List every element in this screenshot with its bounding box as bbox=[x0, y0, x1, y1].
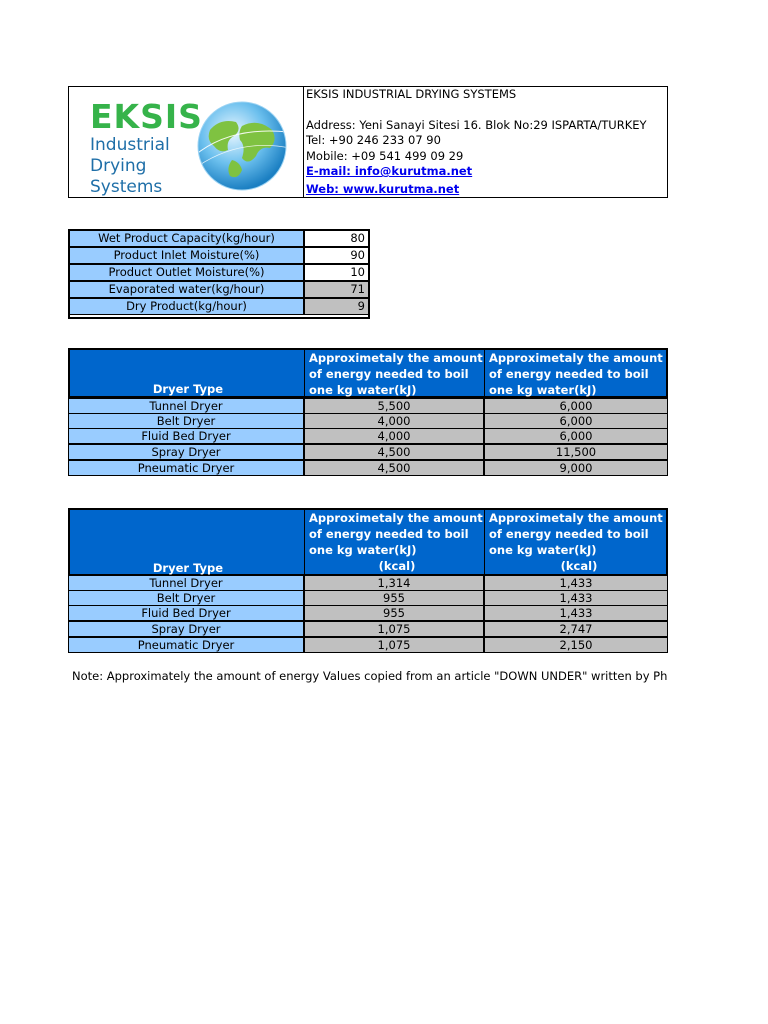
table-header bbox=[68, 508, 668, 576]
energy-value-cell: 4,000 bbox=[304, 428, 484, 444]
input-row bbox=[69, 264, 369, 281]
web-link[interactable]: Web: www.kurutma.net bbox=[306, 182, 460, 196]
logo-line-systems: Systems bbox=[90, 177, 163, 197]
energy-value-cell: 1,433 bbox=[484, 590, 668, 606]
energy-value-cell: 1,075 bbox=[304, 621, 484, 637]
calculated-value: 9 bbox=[304, 298, 369, 315]
dryer-type-cell: Belt Dryer bbox=[68, 590, 304, 606]
dryer-type-cell: Spray Dryer bbox=[68, 621, 304, 637]
column-header-energy-1 bbox=[306, 350, 483, 398]
table-row bbox=[68, 605, 668, 621]
table-row bbox=[68, 637, 668, 653]
energy-value-cell: 6,000 bbox=[484, 398, 668, 414]
table-row bbox=[68, 398, 668, 414]
column-divider bbox=[484, 350, 485, 398]
energy-value-cell: 2,747 bbox=[484, 621, 668, 637]
header-line: one kg water(kJ) bbox=[309, 383, 417, 397]
energy-value-cell: 9,000 bbox=[484, 460, 668, 476]
energy-value-cell: 955 bbox=[304, 590, 484, 606]
input-row bbox=[69, 247, 369, 264]
header-line: Approximetaly the amount bbox=[309, 511, 483, 525]
energy-value-cell: 4,500 bbox=[304, 460, 484, 476]
header-line: of energy needed to boil bbox=[489, 367, 649, 381]
header-line: one kg water(kJ) bbox=[489, 383, 597, 397]
input-value[interactable]: 10 bbox=[304, 264, 369, 281]
source-note: Note: Approximately the amount of energy Values copied from an article "DOWN UNDER" written by Ph bbox=[72, 669, 668, 683]
unit-label: (kcal) bbox=[378, 559, 416, 573]
table-row bbox=[68, 575, 668, 591]
input-label: Product Outlet Moisture(%) bbox=[69, 264, 304, 281]
table-row bbox=[68, 444, 668, 460]
company-name: EKSIS INDUSTRIAL DRYING SYSTEMS bbox=[306, 87, 517, 101]
energy-value-cell: 955 bbox=[304, 605, 484, 621]
input-label: Product Inlet Moisture(%) bbox=[69, 247, 304, 264]
energy-value-cell: 1,314 bbox=[304, 575, 484, 591]
header-line: Approximetaly the amount bbox=[489, 511, 663, 525]
table-row bbox=[68, 590, 668, 606]
company-address: Address: Yeni Sanayi Sitesi 16. Blok No:29 ISPARTA/TURKEY bbox=[306, 118, 647, 132]
unit-label: (kcal) bbox=[560, 559, 598, 573]
energy-value-cell: 1,433 bbox=[484, 605, 668, 621]
column-divider bbox=[304, 350, 305, 398]
column-header-energy-2 bbox=[486, 350, 663, 398]
input-label: Dry Product(kg/hour) bbox=[69, 298, 304, 315]
dryer-type-cell: Spray Dryer bbox=[68, 444, 304, 460]
input-row bbox=[69, 230, 369, 247]
energy-value-cell: 1,433 bbox=[484, 575, 668, 591]
header-line: one kg water(kJ) bbox=[309, 543, 417, 557]
table-row bbox=[68, 460, 668, 476]
energy-value-cell: 6,000 bbox=[484, 413, 668, 429]
email-link[interactable]: E-mail: info@kurutma.net bbox=[306, 164, 473, 178]
header-line: of energy needed to boil bbox=[309, 367, 469, 381]
dryer-type-cell: Pneumatic Dryer bbox=[68, 460, 304, 476]
table-header bbox=[68, 348, 668, 398]
header-divider bbox=[303, 86, 304, 198]
globe-logo-icon bbox=[190, 96, 292, 194]
column-header-energy-2 bbox=[486, 510, 669, 574]
input-value[interactable]: 90 bbox=[304, 247, 369, 264]
energy-value-cell: 2,150 bbox=[484, 637, 668, 653]
energy-value-cell: 11,500 bbox=[484, 444, 668, 460]
energy-value-cell: 5,500 bbox=[304, 398, 484, 414]
dryer-type-cell: Tunnel Dryer bbox=[68, 398, 304, 414]
table-row bbox=[68, 621, 668, 637]
logo-line-industrial: Industrial bbox=[90, 135, 170, 155]
header-line: one kg water(kJ) bbox=[489, 543, 597, 557]
input-label: Wet Product Capacity(kg/hour) bbox=[69, 230, 304, 247]
energy-table-kcal bbox=[68, 508, 668, 658]
input-row bbox=[69, 281, 369, 298]
logo-title: EKSIS bbox=[90, 97, 203, 136]
dryer-type-cell: Tunnel Dryer bbox=[68, 575, 304, 591]
calculated-value: 71 bbox=[304, 281, 369, 298]
energy-value-cell: 4,500 bbox=[304, 444, 484, 460]
header-line: Approximetaly the amount bbox=[489, 351, 663, 365]
header-line: Approximetaly the amount bbox=[309, 351, 483, 365]
column-header-energy-1 bbox=[306, 510, 485, 574]
table-row bbox=[68, 428, 668, 444]
input-label: Evaporated water(kg/hour) bbox=[69, 281, 304, 298]
energy-table-kj bbox=[68, 348, 668, 480]
logo-line-drying: Drying bbox=[90, 156, 147, 176]
column-header-dryer-type: Dryer Type bbox=[152, 382, 224, 396]
input-value[interactable]: 80 bbox=[304, 230, 369, 247]
company-tel: Tel: +90 246 233 07 90 bbox=[306, 133, 441, 147]
energy-value-cell: 1,075 bbox=[304, 637, 484, 653]
column-divider bbox=[304, 510, 305, 576]
table-row bbox=[68, 413, 668, 429]
header-line: of energy needed to boil bbox=[309, 527, 469, 541]
column-header-dryer-type: Dryer Type bbox=[152, 561, 224, 575]
energy-value-cell: 6,000 bbox=[484, 428, 668, 444]
company-mobile: Mobile: +09 541 499 09 29 bbox=[306, 149, 464, 163]
dryer-type-cell: Fluid Bed Dryer bbox=[68, 428, 304, 444]
input-row bbox=[69, 298, 369, 315]
dryer-type-cell: Fluid Bed Dryer bbox=[68, 605, 304, 621]
header-line: of energy needed to boil bbox=[489, 527, 649, 541]
dryer-type-cell: Pneumatic Dryer bbox=[68, 637, 304, 653]
energy-value-cell: 4,000 bbox=[304, 413, 484, 429]
dryer-type-cell: Belt Dryer bbox=[68, 413, 304, 429]
